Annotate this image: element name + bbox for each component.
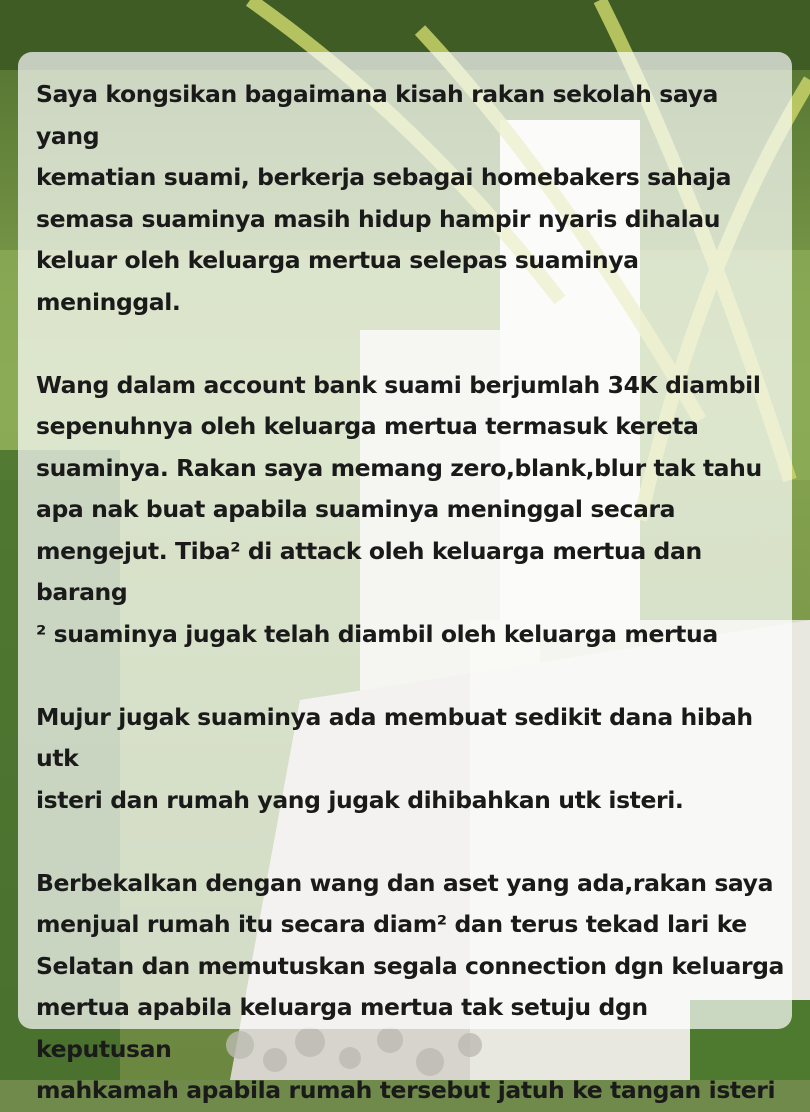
post-text — [36, 74, 786, 1112]
paragraph-1: Saya kongsikan bagaimana kisah rakan sekolah saya yang kematian suami, berkerja sebagai homebakers sahaja semasa suaminya masih hidup hampir nyaris dihalau keluar oleh keluarga mertua selepas suaminya meninggal. — [36, 80, 732, 316]
paragraph-2: Wang dalam account bank suami berjumlah 34K diambil sepenuhnya oleh keluarga mertua termasuk kereta suaminya. Rakan saya memang zero,blank,blur tak tahu apa nak buat apabila suaminya meninggal secara mengejut. Tiba² di attack oleh keluarga mertua dan barang ² suaminya jugak telah diambil oleh keluarga mertua — [36, 370, 762, 648]
paragraph-3: Mujur jugak suaminya ada membuat sedikit dana hibah utk isteri dan rumah yang jugak dihibahkan utk isteri. — [36, 702, 753, 814]
paragraph-4: Berbekalkan dengan wang dan aset yang ada,rakan saya menjual rumah itu secara diam² dan terus tekad lari ke Selatan dan memutuskan segala connection dgn keluarga mertua apabila keluarga mertua tak setuju dgn keputusan mahkamah apabila rumah tersebut jatuh ke tangan isteri — [36, 868, 785, 1104]
